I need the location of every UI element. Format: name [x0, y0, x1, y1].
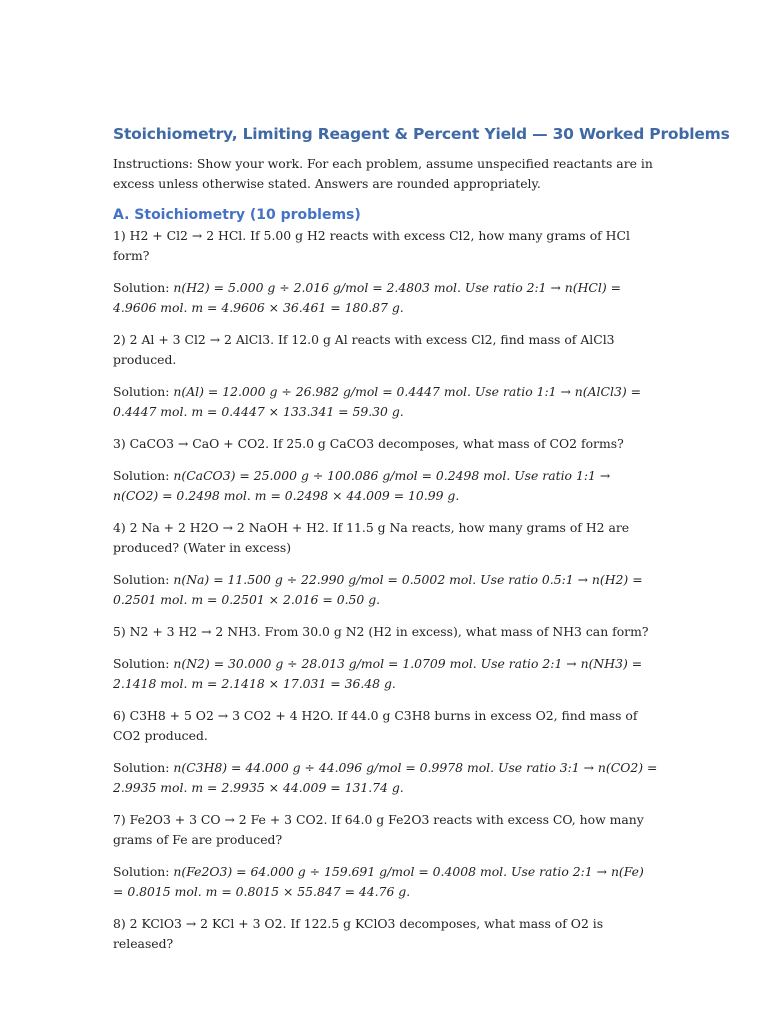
problem-solution — [113, 758, 658, 798]
solution-text: n(CaCO3) = 25.000 g ÷ 100.086 g/mol = 0.2498 mol. Use ratio 1:1 → n(CO2) = 0.2498 mol. m = 0.2498 × 44.009 = 10.99 g. — [113, 468, 611, 503]
solution-text: n(C3H8) = 44.000 g ÷ 44.096 g/mol = 0.9978 mol. Use ratio 3:1 → n(CO2) = 2.9935 mol. m = 2.9935 × 44.009 = 131.74 g. — [113, 760, 658, 795]
solution-label: Solution: — [113, 656, 174, 671]
problem-solution — [113, 382, 658, 422]
problem-question: 4) 2 Na + 2 H2O → 2 NaOH + H2. If 11.5 g Na reacts, how many grams of H2 are produced? (Water in excess) — [113, 520, 630, 555]
problem-solution — [113, 278, 658, 318]
solution-text: n(H2) = 5.000 g ÷ 2.016 g/mol = 2.4803 mol. Use ratio 2:1 → n(HCl) = 4.9606 mol. m = 4.9606 × 36.461 = 180.87 g. — [113, 280, 622, 315]
problem-question: 5) N2 + 3 H2 → 2 NH3. From 30.0 g N2 (H2 in excess), what mass of NH3 can form? — [113, 624, 649, 639]
problem-solution — [113, 654, 658, 694]
document-title: Stoichiometry, Limiting Reagent & Percent Yield — 30 Worked Problems — [113, 125, 730, 143]
section-a-heading: A. Stoichiometry (10 problems) — [113, 207, 361, 223]
solution-label: Solution: — [113, 384, 174, 399]
problem-solution — [113, 862, 658, 902]
problem-question: 1) H2 + Cl2 → 2 HCl. If 5.00 g H2 reacts with excess Cl2, how many grams of HCl form? — [113, 228, 630, 263]
problem-solution — [113, 570, 658, 610]
problem-list — [113, 226, 658, 954]
solution-label: Solution: — [113, 572, 174, 587]
document-page — [113, 122, 730, 966]
solution-text: n(N2) = 30.000 g ÷ 28.013 g/mol = 1.0709 mol. Use ratio 2:1 → n(NH3) = 2.1418 mol. m = 2.1418 × 17.031 = 36.48 g. — [113, 656, 643, 691]
solution-label: Solution: — [113, 760, 174, 775]
problem-question: 7) Fe2O3 + 3 CO → 2 Fe + 3 CO2. If 64.0 g Fe2O3 reacts with excess CO, how many grams of Fe are produced? — [113, 812, 644, 847]
problem-solution — [113, 466, 658, 506]
instructions: Instructions: Show your work. For each problem, assume unspecified reactants are in excess unless otherwise stated. Answers are rounded appropriately. — [113, 156, 653, 191]
problem-question: 8) 2 KClO3 → 2 KCl + 3 O2. If 122.5 g KClO3 decomposes, what mass of O2 is released? — [113, 916, 604, 951]
problem-question: 6) C3H8 + 5 O2 → 3 CO2 + 4 H2O. If 44.0 g C3H8 burns in excess O2, find mass of CO2 produced. — [113, 708, 638, 743]
problem-question: 3) CaCO3 → CaO + CO2. If 25.0 g CaCO3 decomposes, what mass of CO2 forms? — [113, 436, 624, 451]
solution-label: Solution: — [113, 468, 174, 483]
solution-label: Solution: — [113, 280, 174, 295]
solution-text: n(Na) = 11.500 g ÷ 22.990 g/mol = 0.5002 mol. Use ratio 0.5:1 → n(H2) = 0.2501 mol. m = 0.2501 × 2.016 = 0.50 g. — [113, 572, 643, 607]
problem-question: 2) 2 Al + 3 Cl2 → 2 AlCl3. If 12.0 g Al reacts with excess Cl2, find mass of AlCl3 produced. — [113, 332, 615, 367]
solution-text: n(Al) = 12.000 g ÷ 26.982 g/mol = 0.4447 mol. Use ratio 1:1 → n(AlCl3) = 0.4447 mol. m = 0.4447 × 133.341 = 59.30 g. — [113, 384, 641, 419]
solution-text: n(Fe2O3) = 64.000 g ÷ 159.691 g/mol = 0.4008 mol. Use ratio 2:1 → n(Fe) = 0.8015 mol. m = 0.8015 × 55.847 = 44.76 g. — [113, 864, 644, 899]
solution-label: Solution: — [113, 864, 174, 879]
